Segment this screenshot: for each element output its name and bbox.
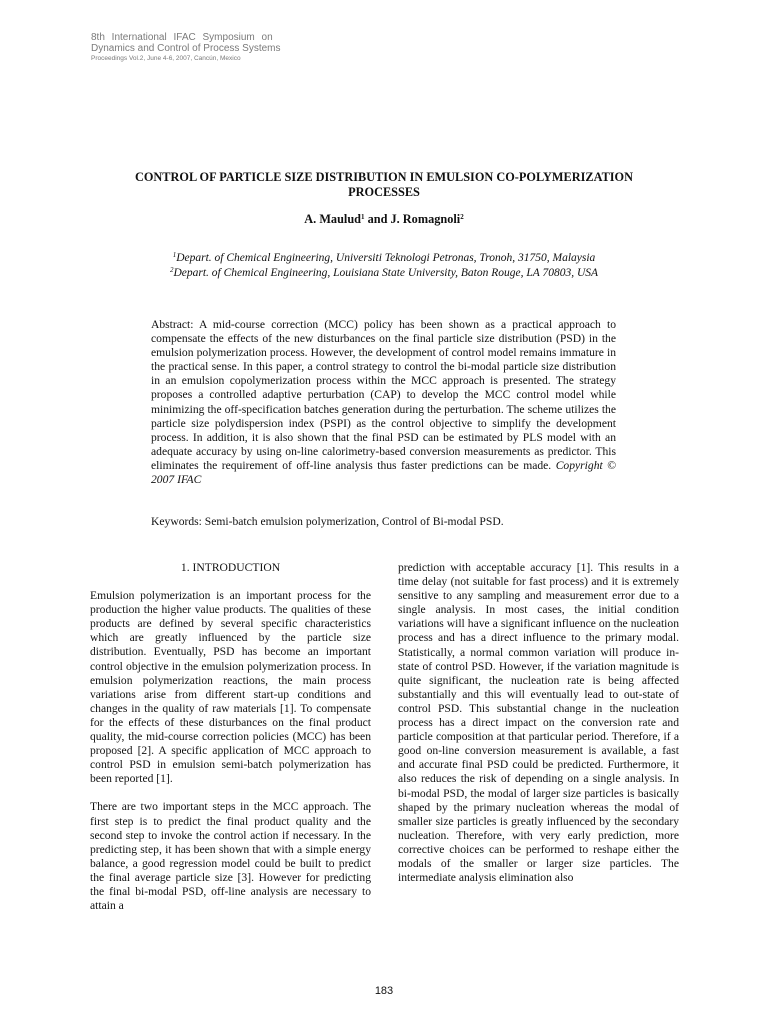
- abstract: [151, 318, 616, 487]
- author-list: [80, 212, 688, 227]
- author-separator: and: [364, 212, 391, 226]
- paragraph: Emulsion polymerization is an important process for the production the higher value products. The qualities of these products are defined by several specific characteristics which are greatly influenced by the particle size distribution. Eventually, PSD has become an important control objective in the emulsion polymerization process. In emulsion polymerization reactions, the main process variations arise from different start-up conditions and changes in the quality of raw materials [1]. To compensate for the effects of these disturbances on the final product quality, the mid-course correction policies (MCC) has been proposed [2]. A specific application of MCC approach to control PSD in emulsion semi-batch polymerization has been reported [1].: [90, 589, 371, 786]
- author-name: J. Romagnoli: [390, 212, 461, 226]
- right-column: [398, 561, 679, 885]
- author-name: A. Maulud: [304, 212, 362, 226]
- page-number: 183: [374, 985, 394, 997]
- conference-name: 8th International IFAC Symposium on: [91, 32, 273, 43]
- abstract-text: Abstract: A mid-course correction (MCC) policy has been shown as a practical approach to compensate the effects of the new disturbances on the final particle size distribution (PSD) in the emulsion polymerization process. However, the development of control model remains immature in the practical sense. In this paper, a control strategy to control the bi-modal particle size distribution in an emulsion copolymerization process within the MCC approach is presented. The strategy proposes a controlled adaptive perturbation (CAP) to develop the MCC control model while minimizing the off-specification batches generation during the perturbation. The scheme utilizes the particle size polydispersion index (PSPI) as the control objective to simplify the development process. In addition, it is also shown that the final PSD can be estimated by PLS model with an adequate accuracy by using on-line calorimetry-based conversion measurements as predictor. This eliminates the requirement of off-line analysis thus faster predictions can be made.: [151, 318, 616, 472]
- affiliations: [80, 251, 688, 281]
- affiliation: [80, 266, 688, 281]
- affiliation: [80, 251, 688, 266]
- author-affiliation-mark: 1: [361, 213, 365, 221]
- paper-title: [80, 170, 688, 200]
- paper-title-line1: CONTROL OF PARTICLE SIZE DISTRIBUTION IN EMULSION CO-POLYMERIZATION: [134, 170, 634, 184]
- proceedings-info: Proceedings Vol.2, June 4-6, 2007, Cancún, Mexico: [91, 55, 241, 62]
- author-affiliation-mark: 2: [460, 213, 464, 221]
- affiliation-mark: 2: [169, 266, 174, 274]
- conference-subtitle: Dynamics and Control of Process Systems: [91, 43, 281, 54]
- left-column: [90, 561, 371, 913]
- affiliation-text: Depart. of Chemical Engineering, Louisiana State University, Baton Rouge, LA 70803, USA: [173, 267, 599, 279]
- section-heading: 1. INTRODUCTION: [180, 561, 281, 574]
- conference-header: [91, 32, 281, 63]
- keywords: Keywords: Semi-batch emulsion polymerization, Control of Bi-modal PSD.: [151, 515, 504, 528]
- paragraph: prediction with acceptable accuracy [1]. This results in a time delay (not suitable for fast process) and it is extremely sensitive to any sampling and measurement error due to a single analysis. In most cases, the initial condition variations will have a significant influence on the nucleation process and has a direct influence to the primary modal. Statistically, a normal common variation will produce in-state of control PSD. However, if the variation magnitude is quite significant, the nucleation rate is being affected substantially and this will eventually lead to out-state of control PSD. This substantial change in the nucleation process has a direct impact on the conversion rate and particle composition at that particular period. Therefore, if a good on-line conversion measurement is available, a fast and accurate final PSD could be predicted. Furthermore, it also reduces the risk of depending on a single analysis. In bi-modal PSD, the modal of larger size particles is basically shaped by the primary nucleation whereas the modal of smaller size particles is greatly influenced by the secondary nucleation. Therefore, with very early prediction, more corrective choices can be performed to reshape either the modals of the smaller or larger size particles. The intermediate analysis elimination also: [398, 561, 679, 885]
- copyright-notice: Copyright © 2007 IFAC: [151, 458, 616, 487]
- affiliation-text: Depart. of Chemical Engineering, Universiti Teknologi Petronas, Tronoh, 31750, Malaysia: [176, 252, 596, 264]
- paragraph: There are two important steps in the MCC approach. The first step is to predict the final product quality and the second step to invoke the control action if necessary. In the predicting step, it has been shown that with a simple energy balance, a good regression model could be built to predict the final average particle size [3]. However for predicting the final bi-modal PSD, off-line analysis are necessary to attain a: [90, 800, 371, 913]
- affiliation-mark: 1: [172, 251, 177, 259]
- paper-title-line2: PROCESSES: [348, 185, 420, 199]
